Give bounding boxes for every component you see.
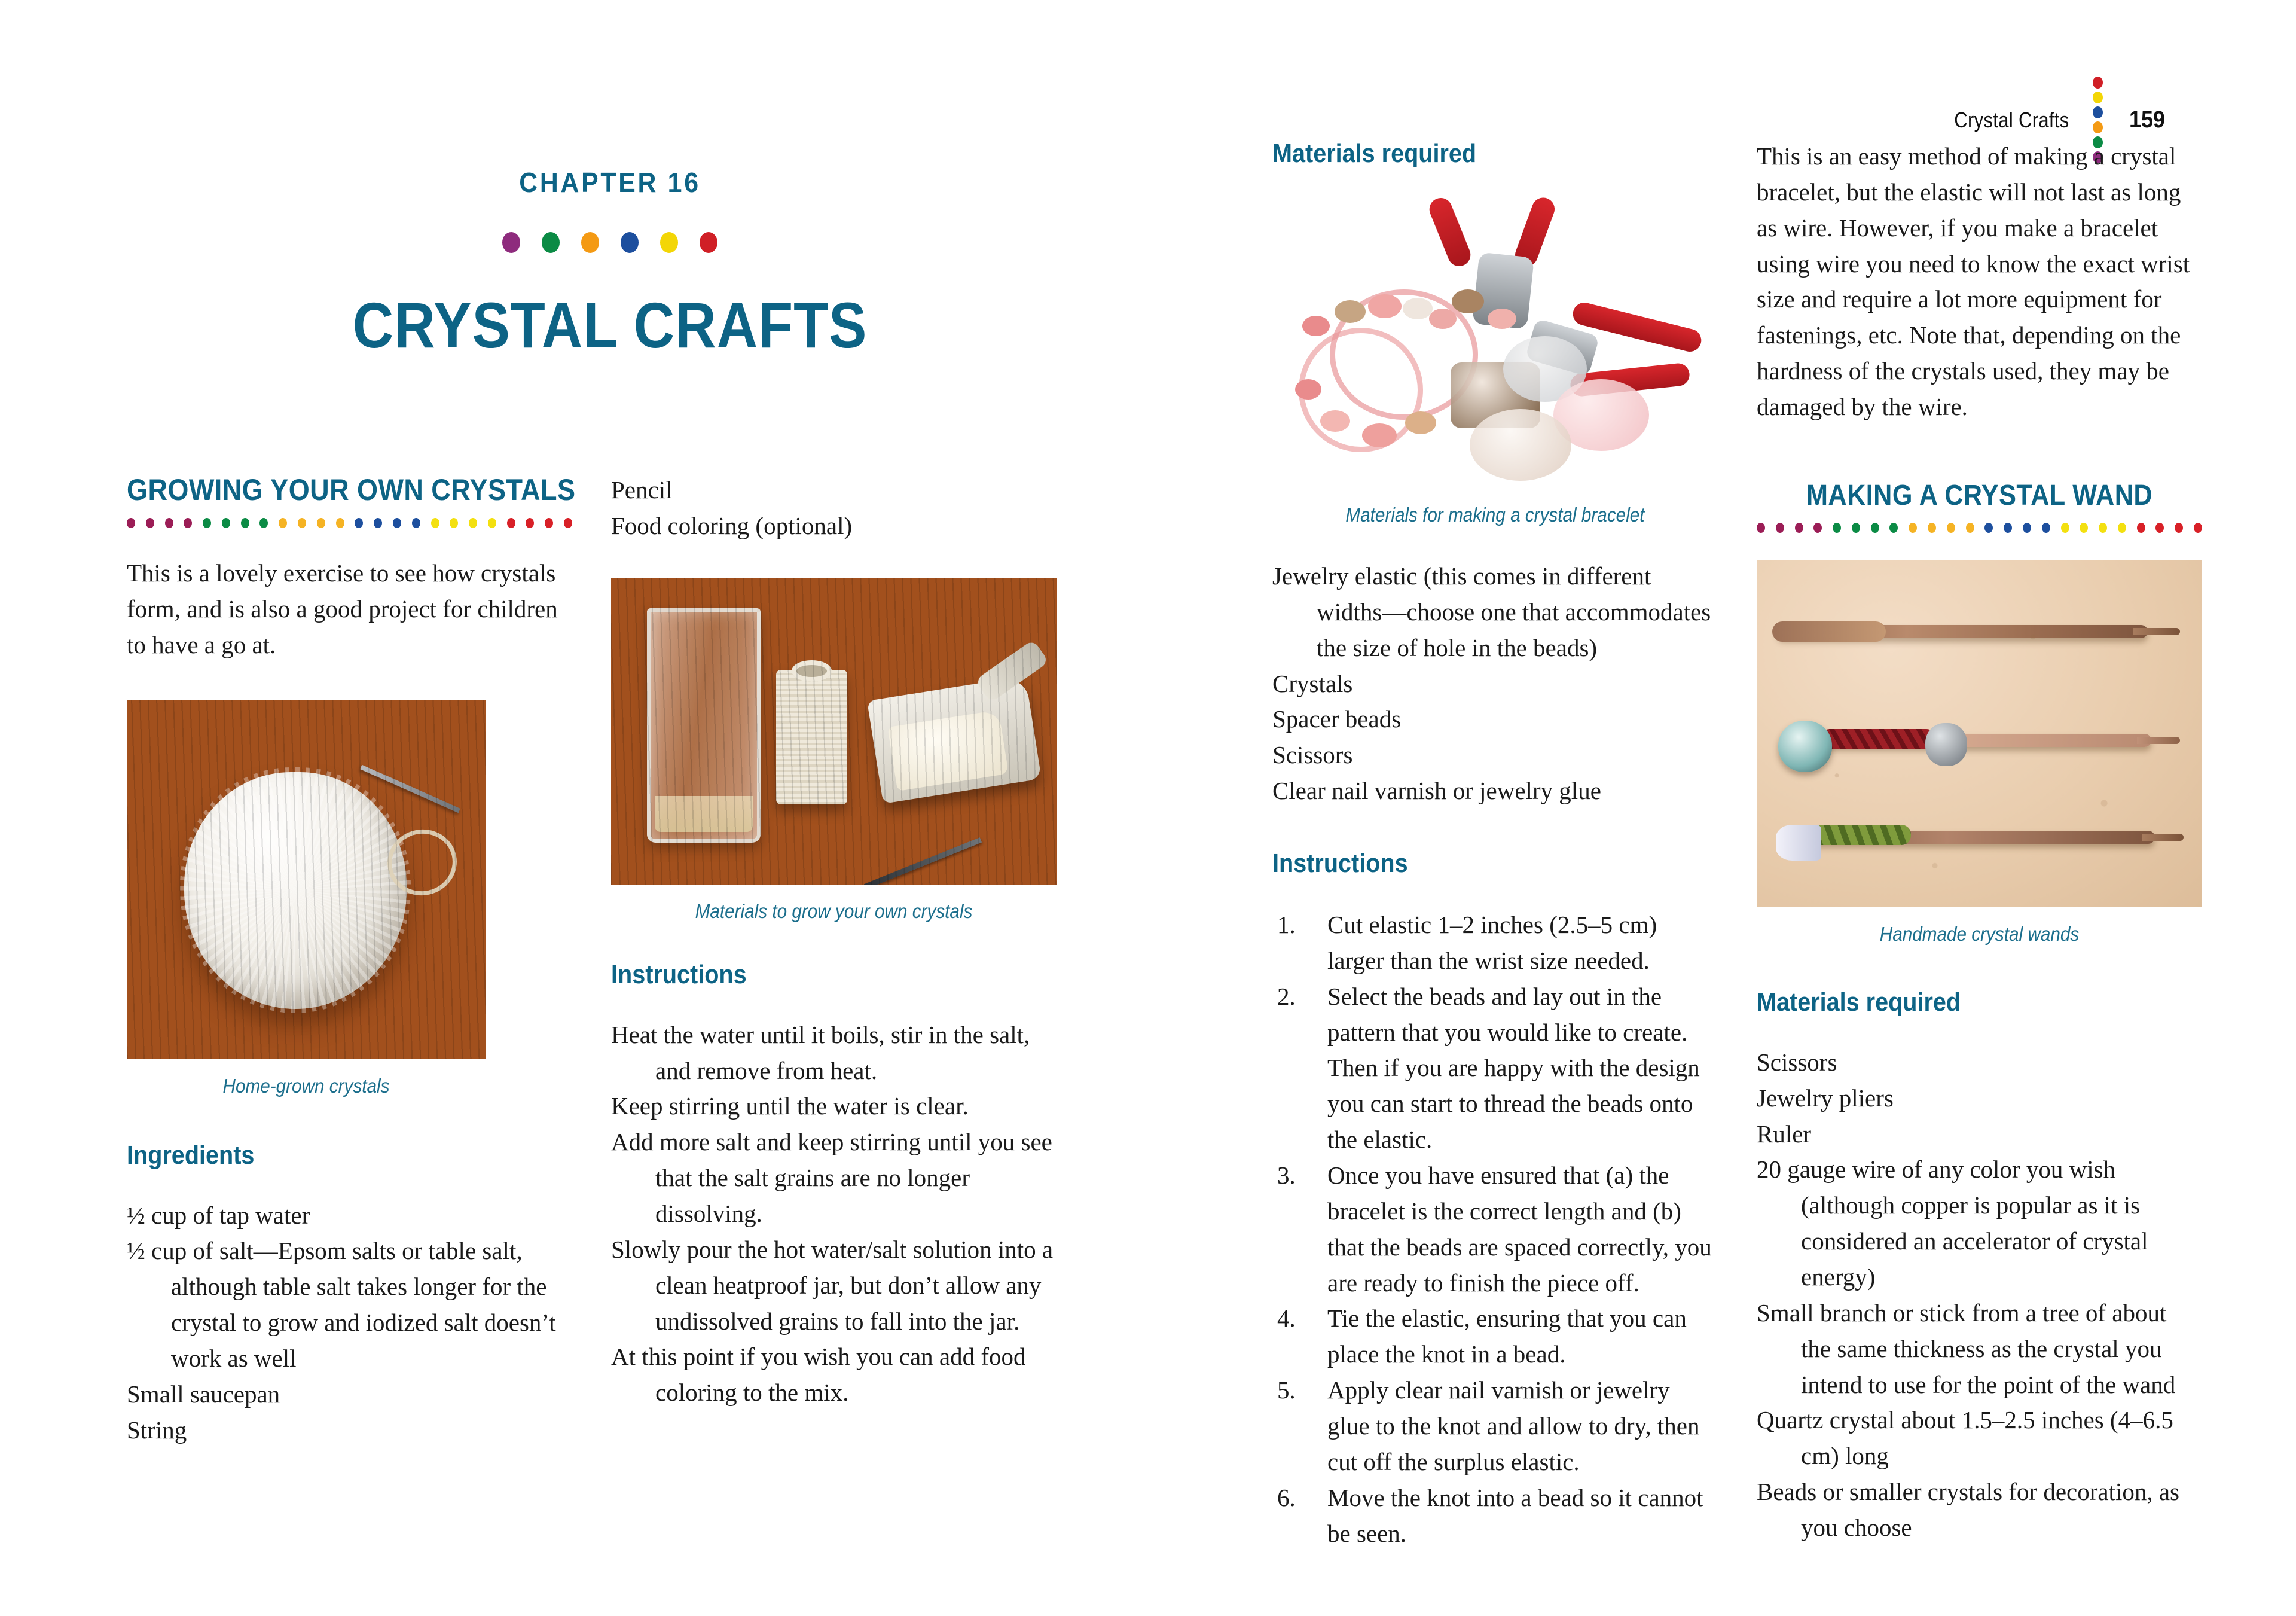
list-item: Clear nail varnish or jewelry glue (1272, 777, 1601, 805)
bracelet-note-paragraph: This is an easy method of making a crystal bracelet, but the elastic will not last as long as wire. However, if you make a bracelet using wire you need to know the exact wrist size and require a lot more equipment for fastenings, etc. Note that, depending on the hardness of the crystals used, they may be damaged by the wire. (1757, 142, 2190, 421)
bead-shape (1320, 410, 1350, 432)
color-dot (2093, 77, 2103, 89)
bead-shape (1368, 294, 1402, 318)
rule-dot (203, 518, 211, 528)
rule-dot (1928, 523, 1936, 533)
rule-dot (374, 518, 382, 528)
section-heading-crystal-wand: MAKING A CRYSTAL WAND (1806, 479, 2153, 511)
color-dot (2093, 106, 2103, 118)
subheading-materials-bracelet: Materials required (1272, 139, 1477, 168)
list-item: Keep stirring until the water is clear. (611, 1092, 969, 1120)
string-tie-shape (381, 823, 463, 902)
rule-dot (469, 518, 477, 528)
ingredients-list-part-one (127, 1198, 572, 1449)
chapter-dot-row (287, 232, 933, 253)
rule-dot (393, 518, 401, 528)
rule-dot (1852, 523, 1860, 533)
rainbow-dot-rule (1757, 523, 2202, 533)
bead-shape (1488, 309, 1516, 329)
rule-dot (2099, 523, 2107, 533)
rule-dot (184, 518, 192, 528)
rule-dot (2023, 523, 2031, 533)
mixed-bead-pot-shape (1470, 409, 1571, 481)
plier-handle-shape (1426, 194, 1474, 269)
rule-dot (431, 518, 439, 528)
bead-shape (1295, 379, 1321, 400)
list-item: Slowly pour the hot water/salt solution into a clean heatproof jar, but don’t allow any undissolved grains to fall into the jar. (611, 1235, 1054, 1335)
rule-dot (1947, 523, 1955, 533)
figure-caption-handmade-wands: Handmade crystal wands (1879, 922, 2080, 945)
rule-dot (2155, 523, 2164, 533)
figure-handmade-wands (1757, 560, 2202, 946)
rule-dot (1813, 523, 1822, 533)
string-spool-shape (776, 670, 847, 805)
rule-dot (564, 518, 572, 528)
rule-dot (355, 518, 363, 528)
rule-dot (336, 518, 344, 528)
bead-shape (1403, 298, 1433, 319)
figure-materials-bracelet (1272, 189, 1718, 526)
rule-dot (2061, 523, 2069, 533)
list-item: Quartz crystal about 1.5–2.5 inches (4–6.5 cm) long (1757, 1406, 2173, 1470)
growing-instructions-list (611, 1017, 1057, 1411)
photo-handmade-wands (1757, 560, 2202, 907)
wand-shape (1777, 625, 2148, 638)
column-one (127, 472, 576, 1449)
rule-dot (1966, 523, 1974, 533)
rule-dot (2194, 523, 2202, 533)
rule-dot (127, 518, 135, 528)
rainbow-dot-rule (127, 518, 572, 528)
list-item: Jewelry pliers (1757, 1084, 1894, 1112)
salt-scoop-shape (867, 676, 1042, 804)
chapter-opener (287, 166, 933, 362)
section-heading-growing-crystals: GROWING YOUR OWN CRYSTALS (127, 473, 576, 507)
color-dot (700, 232, 718, 253)
list-item: Jewelry elastic (this comes in different widths—choose one that accommodates the size of hole in the beads) (1272, 562, 1711, 661)
rule-dot (526, 518, 534, 528)
list-item: Small saucepan (127, 1380, 280, 1408)
rule-dot (545, 518, 553, 528)
list-item: String (127, 1416, 187, 1444)
color-dot (621, 232, 639, 253)
figure-home-grown-crystals (127, 700, 572, 1097)
wand-shape (1808, 831, 2155, 844)
chapter-label: CHAPTER 16 (519, 167, 701, 198)
color-dot (502, 232, 520, 253)
numbered-step: Cut elastic 1–2 inches (2.5–5 cm) larger than the wrist size needed. (1327, 911, 1657, 974)
rule-dot (298, 518, 306, 528)
wand-charm-shape (1925, 723, 1967, 766)
rule-dot (279, 518, 287, 528)
list-item: ½ cup of salt—Epsom salts or table salt, although table salt takes longer for the crystal to grow and iodized salt doesn’t work as well (127, 1237, 556, 1373)
growing-intro-paragraph: This is a lovely exercise to see how crystals form, and is also a good project for children to have a go at. (127, 559, 558, 658)
list-item: Crystals (1272, 669, 1353, 697)
bracelet-instructions-list (1272, 907, 1718, 1551)
rule-dot (2118, 523, 2126, 533)
list-item: ½ cup of tap water (127, 1201, 310, 1229)
numbered-step: Move the knot into a bead so it cannot be seen. (1327, 1483, 1703, 1547)
rule-dot (2080, 523, 2088, 533)
list-item: Ruler (1757, 1120, 1812, 1148)
ingredients-list-part-two (611, 472, 1057, 544)
column-three (1272, 139, 1718, 1551)
color-dot (2093, 121, 2103, 133)
rule-dot (1871, 523, 1879, 533)
glass-jar-shape (647, 608, 761, 843)
rule-dot (412, 518, 420, 528)
list-item: Add more salt and keep stirring until you see that the salt grains are no longer dissolving. (611, 1128, 1052, 1228)
bead-shape (1429, 309, 1457, 329)
running-head-title: Crystal Crafts (1953, 107, 2069, 132)
scoop-handle-shape (975, 639, 1049, 703)
bead-shape (1335, 300, 1366, 323)
figure-materials-grow-crystals (611, 578, 1057, 923)
list-item: Scissors (1757, 1048, 1837, 1076)
wand-materials-list (1757, 1045, 2202, 1546)
wand-crystal-shape (1778, 721, 1832, 772)
wand-wire-wrap-shape (1821, 729, 1935, 749)
color-dot (581, 232, 599, 253)
list-item: Spacer beads (1272, 705, 1402, 733)
rule-dot (507, 518, 515, 528)
photo-materials-bracelet (1272, 189, 1718, 488)
rule-dot (2137, 523, 2145, 533)
rule-dot (165, 518, 173, 528)
color-dot (660, 232, 678, 253)
column-four (1757, 139, 2202, 1546)
rule-dot (1776, 523, 1784, 533)
wand-quartz-point-shape (1776, 825, 1821, 861)
numbered-step: Apply clear nail varnish or jewelry glue to the knot and allow to dry, then cut off the surplus elastic. (1327, 1376, 1700, 1475)
rule-dot (1909, 523, 1917, 533)
list-item: 20 gauge wire of any color you wish (although copper is popular as it is considered an accelerator of crystal energy) (1757, 1155, 2148, 1291)
list-item: Small branch or stick from a tree of about the same thickness as the crystal you intend to use for the point of the wand (1757, 1298, 2176, 1398)
pencil-rod-shape (360, 764, 460, 813)
wand-tip-shape (2137, 737, 2180, 744)
page-number: 159 (2129, 106, 2166, 133)
rule-dot (241, 518, 249, 528)
subheading-instructions-growing: Instructions (611, 959, 747, 989)
rule-dot (1757, 523, 1765, 533)
subheading-instructions-bracelet: Instructions (1272, 849, 1408, 879)
bead-shape (1362, 423, 1397, 447)
wand-shape (1793, 734, 2151, 747)
wand-tip-shape (2133, 628, 2180, 635)
subheading-materials-wand: Materials required (1757, 987, 1961, 1017)
rule-dot (2042, 523, 2050, 533)
list-item: Heat the water until it boils, stir in the salt, and remove from heat. (611, 1020, 1030, 1084)
list-item: Pencil (611, 476, 673, 504)
list-item: Beads or smaller crystals for decoration, as you choose (1757, 1478, 2180, 1542)
rule-dot (2175, 523, 2183, 533)
color-dot (2093, 92, 2103, 103)
crystal-ball-shape (184, 772, 407, 1009)
column-two (611, 472, 1057, 1411)
photo-materials-grow-crystals (611, 578, 1057, 885)
bead-shape (1452, 289, 1484, 313)
rule-dot (222, 518, 230, 528)
numbered-step: Select the beads and lay out in the pattern that you would like to create. Then if you are happy with the design you can start to thread the beads onto the elastic. (1327, 982, 1700, 1154)
figure-caption-materials-bracelet: Materials for making a crystal bracelet (1345, 504, 1645, 526)
list-item: At this point if you wish you can add food coloring to the mix. (611, 1343, 1026, 1407)
rule-dot (317, 518, 325, 528)
bracelet-materials-list (1272, 559, 1718, 809)
wand-snake-wrap-shape (1809, 825, 1911, 845)
pen-shape (864, 837, 982, 885)
color-dot (542, 232, 560, 253)
rule-dot (1984, 523, 1993, 533)
bead-shape (1302, 316, 1330, 336)
rule-dot (1889, 523, 1898, 533)
bead-shape (1405, 411, 1436, 434)
rule-dot (488, 518, 496, 528)
wand-tip-shape (2142, 834, 2184, 841)
subheading-ingredients: Ingredients (127, 1140, 255, 1170)
list-item: Food coloring (optional) (611, 511, 853, 539)
rule-dot (2004, 523, 2012, 533)
rule-dot (1833, 523, 1841, 533)
rule-dot (259, 518, 268, 528)
numbered-step: Once you have ensured that (a) the bracelet is the correct length and (b) that the beads are spaced correctly, you are ready to finish the piece off. (1327, 1161, 1712, 1297)
chapter-title: CRYSTAL CRAFTS (352, 289, 868, 361)
figure-caption-home-grown-crystals: Home-grown crystals (222, 1074, 390, 1097)
rule-dot (1795, 523, 1803, 533)
figure-caption-materials-grow-crystals: Materials to grow your own crystals (695, 900, 973, 922)
rule-dot (146, 518, 154, 528)
numbered-step: Tie the elastic, ensuring that you can place the knot in a bead. (1327, 1304, 1687, 1368)
list-item: Scissors (1272, 741, 1353, 769)
rule-dot (450, 518, 458, 528)
wand-grip-shape (1772, 621, 1886, 642)
photo-home-grown-crystals (127, 700, 486, 1059)
